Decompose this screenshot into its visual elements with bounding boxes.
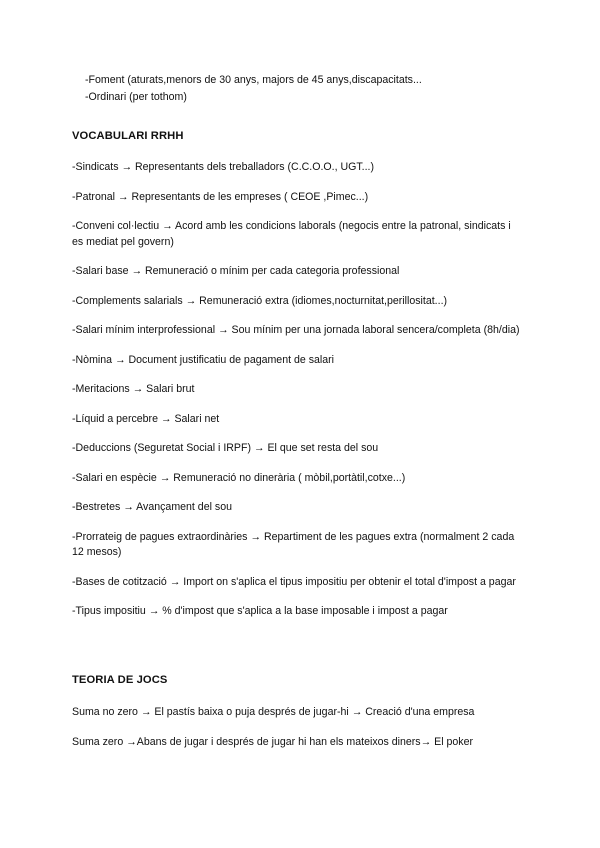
- vocab-item-nomina: -Nòmina → Document justificatiu de pagament de salari: [72, 353, 335, 366]
- vocab-item-complements: -Complements salarials → Remuneració extra (idiomes,nocturnitat,perillositat...): [72, 294, 448, 307]
- jocs-item-suma-no-zero: Suma no zero → El pastís baixa o puja després de jugar-hi → Creació d'una empresa: [72, 706, 475, 718]
- vocabulari-list: [72, 160, 524, 634]
- vocab-item-sindicats: -Sindicats → Representants dels treballadors (C.C.O.O., UGT...): [72, 161, 375, 173]
- vocab-item-patronal: -Patronal → Representants de les empreses ( CEOE ,Pimec...): [72, 190, 369, 203]
- vocab-item-deduccions: -Deduccions (Seguretat Social i IRPF) → El que set resta del sou: [72, 442, 379, 454]
- jocs-item-suma-zero: Suma zero →Abans de jugar i després de jugar hi han els mateixos diners→ El poker: [72, 735, 474, 748]
- vocab-item-liquid: -Líquid a percebre → Salari net: [72, 412, 220, 425]
- vocab-item-meritacions: -Meritacions → Salari brut: [72, 383, 195, 395]
- vocab-item-bestretes: -Bestretes → Avançament del sou: [72, 501, 232, 513]
- intro-line-ordinari: -Ordinari (per tothom): [85, 91, 187, 103]
- intro-list: [85, 72, 422, 106]
- vocab-item-salari-especie: -Salari en espècie → Remuneració no dinerària ( mòbil,portàtil,cotxe...): [72, 471, 406, 484]
- vocab-item-salari-minim: -Salari mínim interprofessional → Sou mínim per una jornada laboral sencera/completa (8h/dia): [72, 324, 520, 336]
- teoria-list: [72, 705, 524, 764]
- vocab-item-bases-cotitzacio: -Bases de cotització → Import on s'aplica el tipus impositiu per obtenir el total d'impost a pagar: [72, 575, 516, 588]
- vocab-item-conveni: -Conveni col·lectiu → Acord amb les condicions laborals (negocis entre la patronal, sindicats i es mediat pel govern): [72, 220, 511, 248]
- section-heading-vocabulari: VOCABULARI RRHH: [72, 130, 184, 142]
- vocab-item-tipus-impositiu: -Tipus impositiu → % d'impost que s'aplica a la base imposable i impost a pagar: [72, 605, 448, 617]
- vocab-item-prorrateig: -Prorrateig de pagues extraordinàries → Repartiment de les pagues extra (normalment 2 cada 12 mesos): [72, 530, 515, 558]
- vocab-item-salari-base: -Salari base → Remuneració o mínim per cada categoria professional: [72, 265, 400, 277]
- section-heading-teoria: TEORIA DE JOCS: [72, 674, 168, 686]
- intro-line-foment: -Foment (aturats,menors de 30 anys, majors de 45 anys,discapacitats...: [85, 74, 422, 86]
